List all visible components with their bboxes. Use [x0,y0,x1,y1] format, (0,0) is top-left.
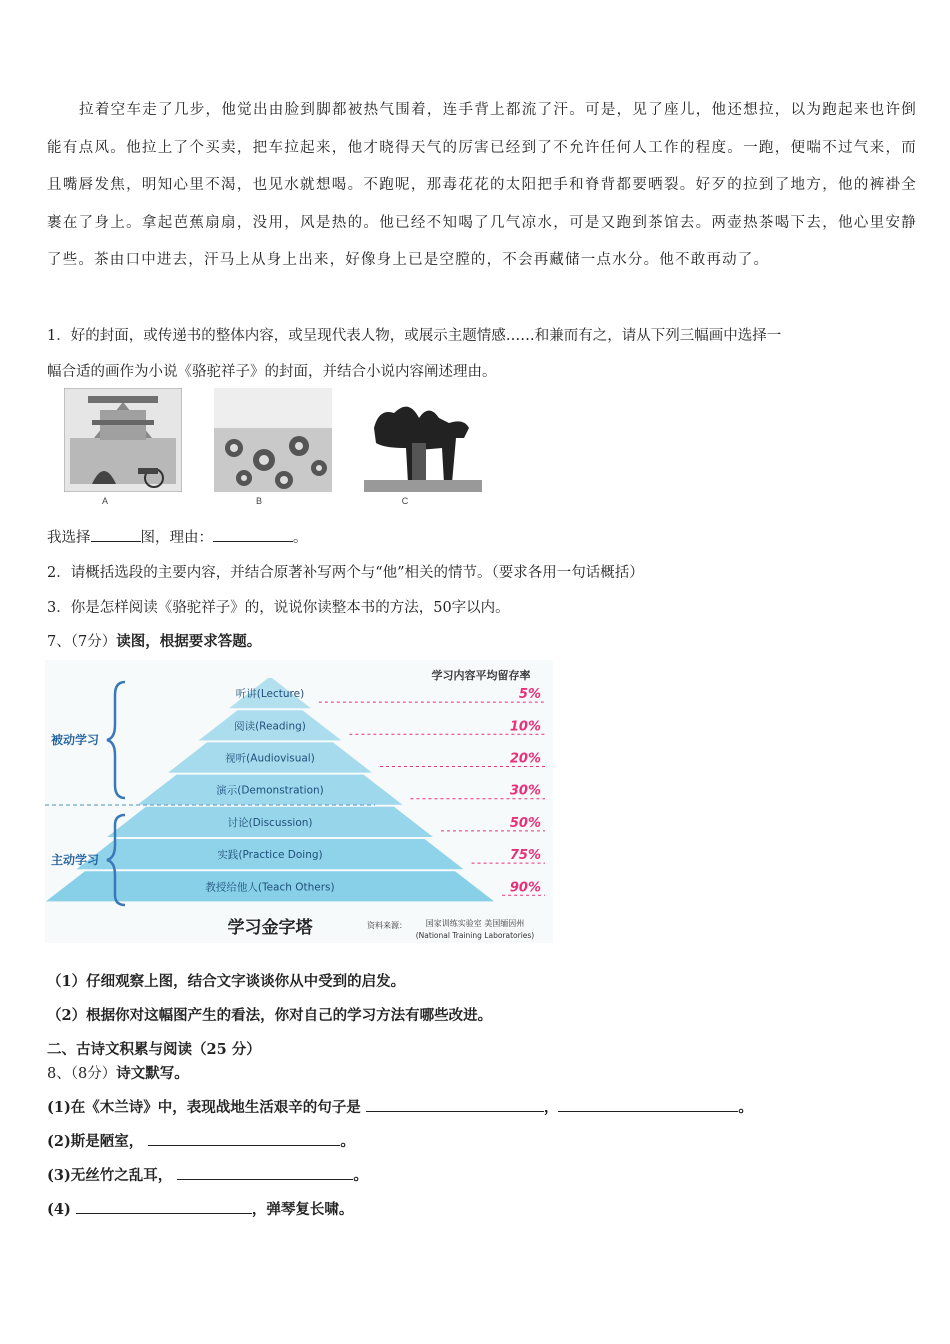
choice-blank[interactable] [91,527,141,542]
q8-item1-mid: ， [543,1099,559,1116]
source-line1: 国家训练实验室 美国缅因州 [425,919,525,928]
q8-item2-prefix: (2)斯是陋室， [47,1133,144,1150]
q7-title: 读图，根据要求答题。 [116,633,262,650]
q8-item3-end: 。 [353,1167,368,1184]
q8-item2 [47,1130,355,1151]
option-b-image [214,388,332,492]
q8-item4-blank[interactable] [76,1199,252,1214]
retention-value: 90% [509,880,541,896]
q8-heading [47,1062,189,1083]
option-b-label: B [255,496,262,506]
q8-item4-prefix: (4) [47,1201,71,1218]
retention-header: 学习内容平均留存率 [431,669,531,682]
retention-value: 10% [509,719,541,735]
pyramid-level-label: 讨论(Discussion) [227,816,313,829]
q8-item1-end: 。 [738,1099,753,1116]
pyramid-level-label: 教授给他人(Teach Others) [205,881,335,894]
q8-item3-prefix: (3)无丝竹之乱耳， [47,1167,173,1184]
q8-item1-blank1[interactable] [366,1097,544,1112]
answer-end: 。 [293,530,308,546]
cover-options [64,388,504,508]
group-active-label: 主动学习 [51,853,100,867]
q1-line2: 幅合适的画作为小说《骆驼祥子》的封面，并结合小说内容阐述理由。 [47,364,497,380]
q1-answer [47,526,308,547]
retention-value: 50% [509,815,541,831]
q8-title: 诗文默写。 [116,1065,189,1082]
answer-prefix: 我选择 [47,530,91,546]
option-a-image [64,388,182,492]
pyramid-level-label: 听讲(Lecture) [235,688,305,701]
reason-blank[interactable] [213,527,293,542]
retention-value: 75% [509,848,541,864]
q8-item2-end: 。 [340,1133,355,1150]
retention-value: 5% [518,687,541,703]
section2-heading: 二、古诗文积累与阅读（25 分） [47,1041,261,1058]
answer-mid: 图，理由： [140,530,213,546]
source-label: 资料来源： [367,921,407,930]
retention-value: 20% [509,751,541,767]
q8-item1-prefix: (1)在《木兰诗》中，表现战地生活艰辛的句子是 [47,1099,361,1116]
learning-pyramid-chart [45,660,553,943]
q8-item3 [47,1164,368,1185]
q7-heading [47,630,261,651]
q1-line1: 1．好的封面，或传递书的整体内容，或呈现代表人物，或展示主题情感……和兼而有之，请从下列三幅画中选择一 [47,328,782,344]
chart-title: 学习金字塔 [227,918,313,938]
pyramid-level-label: 演示(Demonstration) [216,784,324,797]
q7-number: 7、（7分） [47,634,117,650]
q8-item1 [47,1096,753,1117]
q7-sub2: （2）根据你对这幅图产生的看法，你对自己的学习方法有哪些改进。 [47,1007,493,1024]
q8-item2-blank[interactable] [148,1131,340,1146]
q8-item4 [47,1198,353,1219]
q3: 3．你是怎样阅读《骆驼祥子》的，说说你读整本书的方法，50字以内。 [47,600,510,616]
option-a-label: A [101,496,108,506]
q2: 2．请概括选段的主要内容，并结合原著补写两个与“他”相关的情节。（要求各用一句话概括） [47,565,644,581]
q8-item4-end: ，弹琴复长啸。 [251,1201,354,1218]
pyramid-level-label: 视听(Audiovisual) [225,752,315,765]
q7-sub1: （1）仔细观察上图，结合文字谈谈你从中受到的启发。 [47,973,406,990]
q8-number: 8、（8分） [47,1066,117,1082]
option-c-image [364,388,482,492]
q8-item3-blank[interactable] [177,1165,353,1180]
group-passive-label: 被动学习 [51,733,100,747]
retention-value: 30% [509,783,541,799]
q8-item1-blank2[interactable] [558,1097,738,1112]
passage: 拉着空车走了几步，他觉出由脸到脚都被热气围着，连手背上都流了汗。可是，见了座儿，他还想拉，以为跑起来也许倒能有点风。他拉上了个买卖，把车拉起来，他才晓得天气的厉害已经到了不允许任何人工作的程度。一跑，便喘不过气来，而且嘴唇发焦，明知心里不渴，也见水就想喝。不跑呢，那毒花花的太阳把手和脊背都要晒裂。好歹的拉到了地方，他的裤褂全裹在了身上。拿起芭蕉扇扇，没用，风是热的。他已经不知喝了几气凉水，可是又跑到茶馆去。两壶热茶喝下去，他心里安静了些。茶由口中进去，汗马上从身上出来，好像身上已是空膛的，不会再藏储一点水分。他不敢再动了。 [47,102,917,268]
source-line2: (National Training Laboratories) [415,931,535,940]
pyramid-level-label: 实践(Practice Doing) [217,849,323,862]
option-c-label: C [401,496,409,506]
pyramid-level-label: 阅读(Reading) [234,720,306,733]
